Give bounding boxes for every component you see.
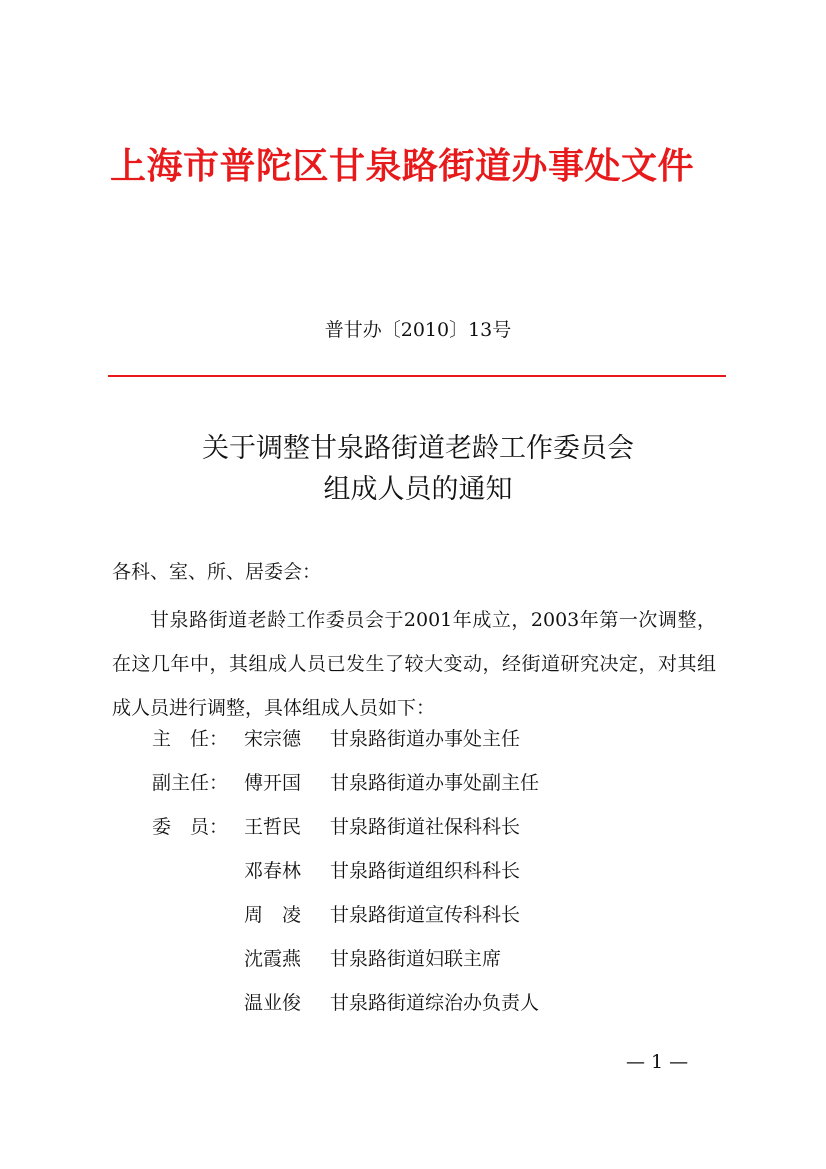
member-role: 主 任： [152, 728, 229, 750]
member-role: 委 员： [152, 816, 229, 838]
member-name: 王哲民 [244, 816, 302, 838]
member-role: 副主任： [152, 772, 229, 794]
member-name: 温业俊 [244, 992, 302, 1014]
notice-title-line-1: 关于调整甘泉路街道老龄工作委员会 [202, 433, 634, 464]
body-paragraph: 甘泉路街道老龄工作委员会于2001年成立，2003年第一次调整，在这几年中，其组成人员已发生了较大变动，经街道研究决定，对其组成人员进行调整，具体组成人员如下： [112, 609, 716, 719]
member-position: 甘泉路街道社保科科长 [330, 816, 521, 838]
member-name: 沈霞燕 [244, 948, 302, 970]
document-header-title: 上海市普陀区甘泉路街道办事处文件 [110, 146, 695, 187]
salutation: 各科、室、所、居委会： [112, 561, 322, 583]
page-number: — 1 — [626, 1051, 689, 1073]
member-name: 宋宗德 [244, 728, 302, 750]
member-name: 周 凌 [244, 904, 302, 926]
member-position: 甘泉路街道宣传科科长 [330, 904, 521, 926]
member-name: 傅开国 [244, 772, 302, 794]
member-position: 甘泉路街道组织科科长 [330, 860, 521, 882]
member-position: 甘泉路街道综治办负责人 [330, 992, 540, 1014]
member-position: 甘泉路街道妇联主席 [330, 948, 502, 970]
red-separator-line [108, 375, 726, 377]
member-name: 邓春林 [244, 860, 302, 882]
document-number: 普甘办〔2010〕13号 [324, 319, 512, 341]
member-position: 甘泉路街道办事处副主任 [330, 772, 540, 794]
notice-title [0, 428, 826, 510]
member-position: 甘泉路街道办事处主任 [330, 728, 521, 750]
notice-title-line-2: 组成人员的通知 [323, 474, 513, 505]
